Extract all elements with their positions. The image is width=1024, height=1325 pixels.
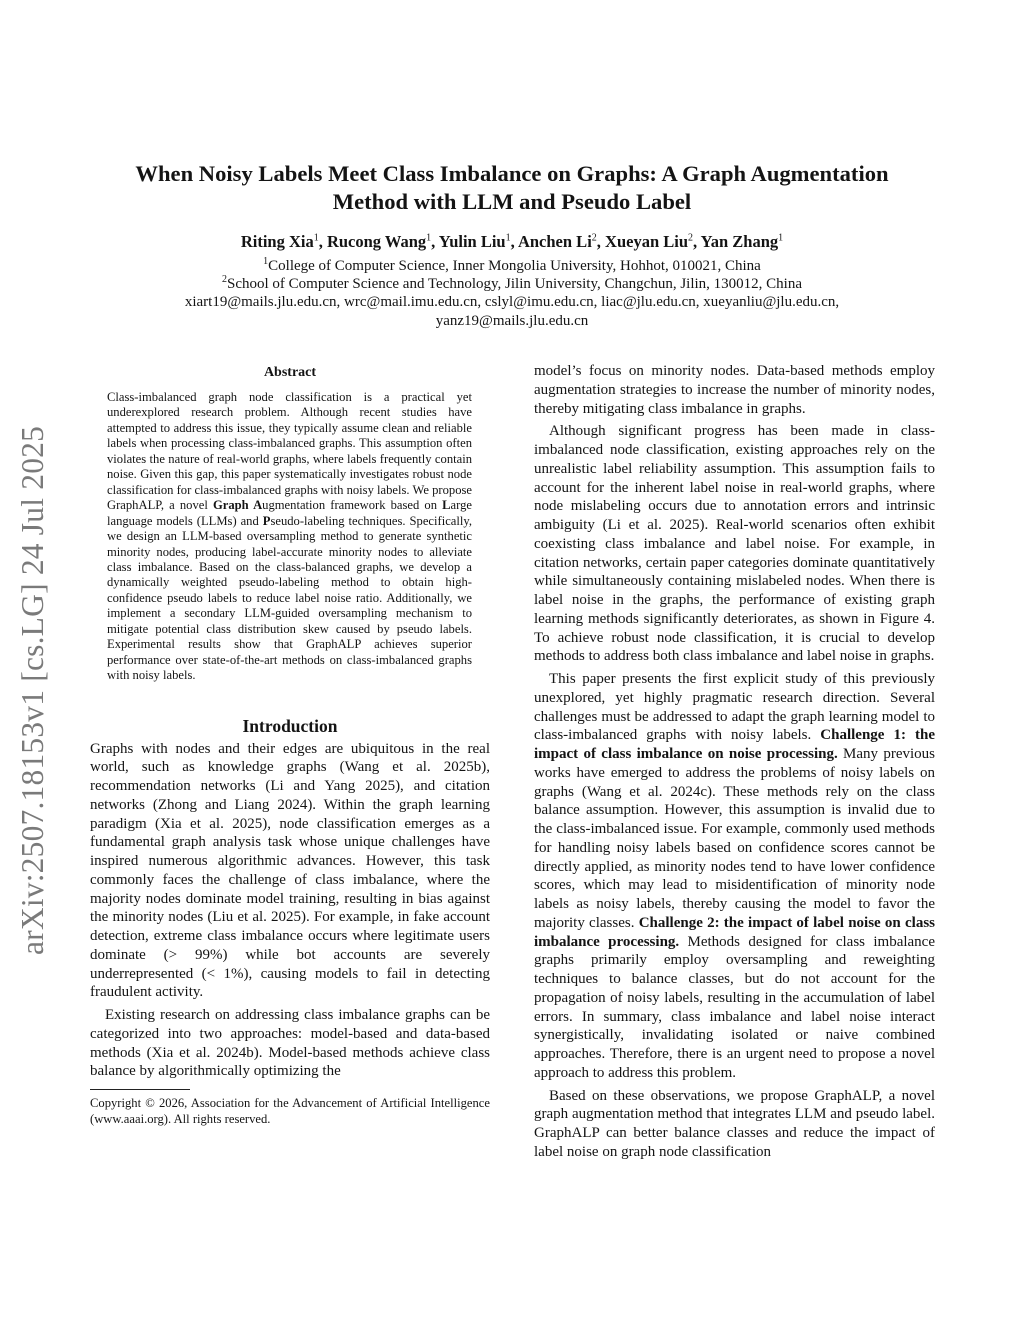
bold-letters: L (442, 498, 451, 513)
author-list: Riting Xia$^1$, Rucong Wang$^1$, Yulin Liu$^1$, Anchen Li$^2$, Xueyan Liu$^2$, Yan Zhang$^1$ (240, 232, 784, 251)
abstract-heading: Abstract (263, 365, 317, 380)
introduction-heading: Introduction (242, 715, 338, 736)
arxiv-side-stamp: arXiv:2507.18153v1 [cs.LG] 24 Jul 2025 (15, 425, 50, 955)
author-affiliation-mark: 1 (505, 232, 511, 244)
author-affiliation-mark: 1 (778, 232, 784, 244)
challenge-1-label: Challenge 1: the impact of class imbalance on noise processing. (534, 727, 935, 762)
email-line: yanz19@mails.jlu.edu.cn (435, 312, 589, 329)
bold-letters: Graph A (212, 498, 263, 513)
author-name: Riting Xia (240, 232, 314, 251)
introduction-text (90, 740, 490, 1082)
paragraph: model’s focus on minority nodes. Data-based methods employ augmentation strategies to increase the number of minority nodes, thereby mitigating class imbalance in graphs. (534, 363, 935, 417)
paragraph: Graphs with nodes and their edges are ubiquitous in the real world, such as knowledge graphs (Wang et al. 2025b), recommendation networks (Li and Yang 2025), and citation networks (Zhong and Liang 2024). Within the graph learning paradigm (Xia et al. 2025), node classification emerges as a fundamental graph analysis task whose unique challenges have inspired numerous algorithmic advances. However, this task commonly faces the challenge of class imbalance, where the majority nodes dominate model training, resulting in bias against the minority nodes (Liu et al. 2025). For example, in fake account detection, extreme class imbalance occurs where legitimate users dominate (> 99%) while bot accounts are severely underrepresented (< 1%), causing models to fail in detecting fraudulent activity. (90, 740, 490, 1001)
author-name: Yan Zhang (700, 232, 779, 251)
paragraph: This paper presents the first explicit study of this previously unexplored, yet highly pragmatic research direction. Several challenges must be addressed to adapt the graph learning model to class-imbalanced graphs with noisy labels. Challenge 1: the impact of class imbalance on noise processing. Many previous works have emerged to address the problems of noisy labels on graphs (Wang et al. 2024c). These methods rely on the class balance assumption. However, this assumption is invalid due to the class-imbalanced issue. For example, commonly used methods for handling noisy labels based on confidence scores cannot be directly applied, as minority nodes tend to have lower confidence scores, which may lead to misidentification of minority node labels as noisy labels, thereby causing the model to favor the majority classes. Challenge 2: the impact of label noise on class imbalance processing. Methods designed for class imbalance graphs primarily employ oversampling and reweighting techniques to balance classes, but do not account for the propagation of noisy labels, resulting in the accumulation of label errors. In summary, class imbalance and label noise interact synergistically, invalidating isolated or naive combined approaches. Therefore, there is an urgent need to propose a novel approach to address this problem. (534, 671, 936, 1081)
paragraph: Existing research on addressing class imbalance graphs can be categorized into two approaches: model-based and data-based methods (Xia et al. 2024b). Model-based methods achieve class balance by algorithmically optimizing the (90, 1007, 490, 1080)
author-affiliation-mark: 2 (688, 232, 694, 244)
affiliation-number: 1 (263, 256, 269, 267)
author-affiliation-mark: 1 (313, 232, 319, 244)
paper-title: When Noisy Labels Meet Class Imbalance on Graphs: A Graph Augmentation Method with LLM and Pseudo Label (135, 161, 889, 214)
affiliations (80, 257, 944, 330)
affiliation-line (80, 275, 944, 293)
right-column (534, 362, 935, 1162)
paragraph: Although significant progress has been made in class-imbalanced node classification, existing approaches rely on the unrealistic label reliability assumption. This assumption fails to account for the inherent label noise in real-world graphs, where node mislabeling occurs due to annotation errors and intrinsic ambiguity (Li et al. 2025). Real-world scenarios often exhibit coexisting class imbalance and label noise. For example, in citation networks, certain paper categories dominate quantitatively while simultaneously containing mislabeled nodes. When there is label noise in the graphs, the performance of existing graph learning methods significantly deteriorates, as shown in Figure 4. To achieve robust node classification, it is crucial to develop methods to address both class imbalance and label noise in graphs. (534, 423, 935, 665)
left-column (90, 362, 490, 1127)
author-affiliation-mark: 1 (426, 232, 432, 244)
author-name: Xueyan Liu (605, 232, 689, 251)
paragraph: Based on these observations, we propose GraphALP, a novel graph augmentation method that integrates LLM and pseudo label. GraphALP can better balance classes and reduce the impact of label noise on graph node classification (534, 1087, 935, 1160)
footnote-rule (90, 1089, 190, 1090)
author-name: Yulin Liu (438, 232, 506, 251)
author-affiliation-mark: 2 (591, 232, 597, 244)
challenge-2-label: Challenge 2: the impact of label noise on class imbalance processing. (534, 914, 935, 950)
bold-letters: P (262, 513, 271, 528)
affiliation-line (80, 257, 944, 275)
email-line: xiart19@mails.jlu.edu.cn, wrc@mail.imu.edu.cn, cslyl@imu.edu.cn, liac@jlu.edu.cn, xueyanliu@jlu.edu.cn, (184, 294, 840, 311)
affiliation-text: College of Computer Science, Inner Mongolia University, Hohhot, 010021, China (268, 258, 761, 274)
affiliation-text: School of Computer Science and Technology, Jilin University, Changchun, Jilin, 130012, China (227, 276, 802, 293)
affiliation-number: 2 (222, 274, 227, 286)
author-name: Anchen Li (517, 232, 592, 251)
abstract-text: Class-imbalanced graph node classification is a practical yet underexplored research problem. Although recent studies have attempted to address this issue, they typically assume clean and reliable labels when processing class-imbalanced graphs. This assumption often violates the nature of real-world graphs, where labels frequently contain noise. Given this gap, this paper systematically investigates robust node classification for class-imbalanced graphs with noisy labels. We propose GraphALP, a novel Graph Augmentation framework based on Large language models (LLMs) and Pseudo-labeling techniques. Specifically, we design an LLM-based oversampling method to generate synthetic minority nodes, producing label-accurate minority nodes to alleviate class imbalance. Based on the class-balanced graphs, we develop a dynamically weighted pseudo-labeling method to obtain high-confidence pseudo labels to reduce label noise ratio. Additionally, we implement a secondary LLM-guided oversampling mechanism to mitigate potential class distribution skew caused by pseudo labels. Experimental results show that GraphALP achieves superior performance over state-of-the-art methods on class-imbalanced graphs with noisy labels. (107, 390, 473, 683)
author-name: Rucong Wang (326, 232, 427, 251)
right-column-text (534, 362, 935, 1162)
copyright-footnote: Copyright © 2026, Association for the Advancement of Artificial Intelligence (www.aaai.org). All rights reserved. (90, 1096, 490, 1126)
